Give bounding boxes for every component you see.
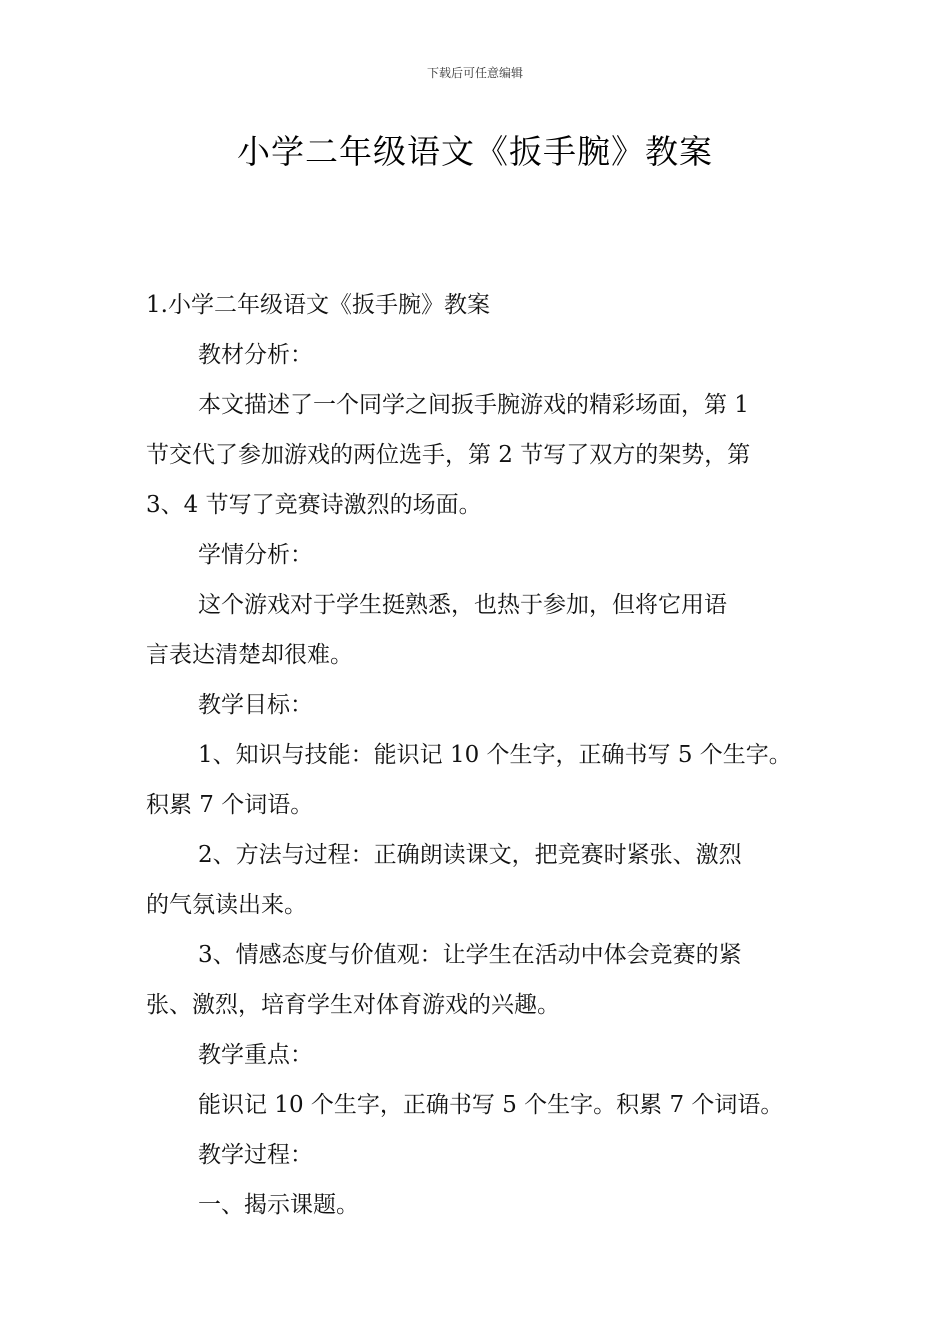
text-line: 本文描述了一个同学之间扳手腕游戏的精彩场面，第 1 [198,392,749,418]
text-line: 教材分析： [198,342,313,368]
text-line: 一、揭示课题。 [198,1192,359,1218]
text-line: 的气氛读出来。 [146,892,307,918]
document-body [146,280,810,1230]
text-line: 言表达清楚却很难。 [146,642,353,668]
text-line: 教学目标： [198,692,313,718]
text-line: 教学重点： [198,1042,313,1068]
text-line: 3、情感态度与价值观：让学生在活动中体会竞赛的紧 [198,942,742,968]
text-line: 张、激烈，培育学生对体育游戏的兴趣。 [146,992,560,1018]
text-line: 2、方法与过程：正确朗读课文，把竞赛时紧张、激烈 [198,842,742,868]
text-line: 节交代了参加游戏的两位选手，第 2 节写了双方的架势，第 [146,442,751,468]
text-line: 1.小学二年级语文《扳手腕》教案 [146,292,490,318]
text-line: 能识记 10 个生字，正确书写 5 个生字。积累 7 个词语。 [198,1092,784,1118]
text-line: 积累 7 个词语。 [146,792,314,818]
header-note: 下载后可任意编辑 [426,66,523,80]
document-title: 小学二年级语文《扳手腕》教案 [237,132,713,171]
text-line: 1、知识与技能：能识记 10 个生字，正确书写 5 个生字。 [198,742,792,768]
text-line: 学情分析： [198,542,313,568]
text-line: 教学过程： [198,1142,313,1168]
text-line: 这个游戏对于学生挺熟悉，也热于参加，但将它用语 [198,592,727,618]
text-line: 3、4 节写了竞赛诗激烈的场面。 [146,492,482,518]
